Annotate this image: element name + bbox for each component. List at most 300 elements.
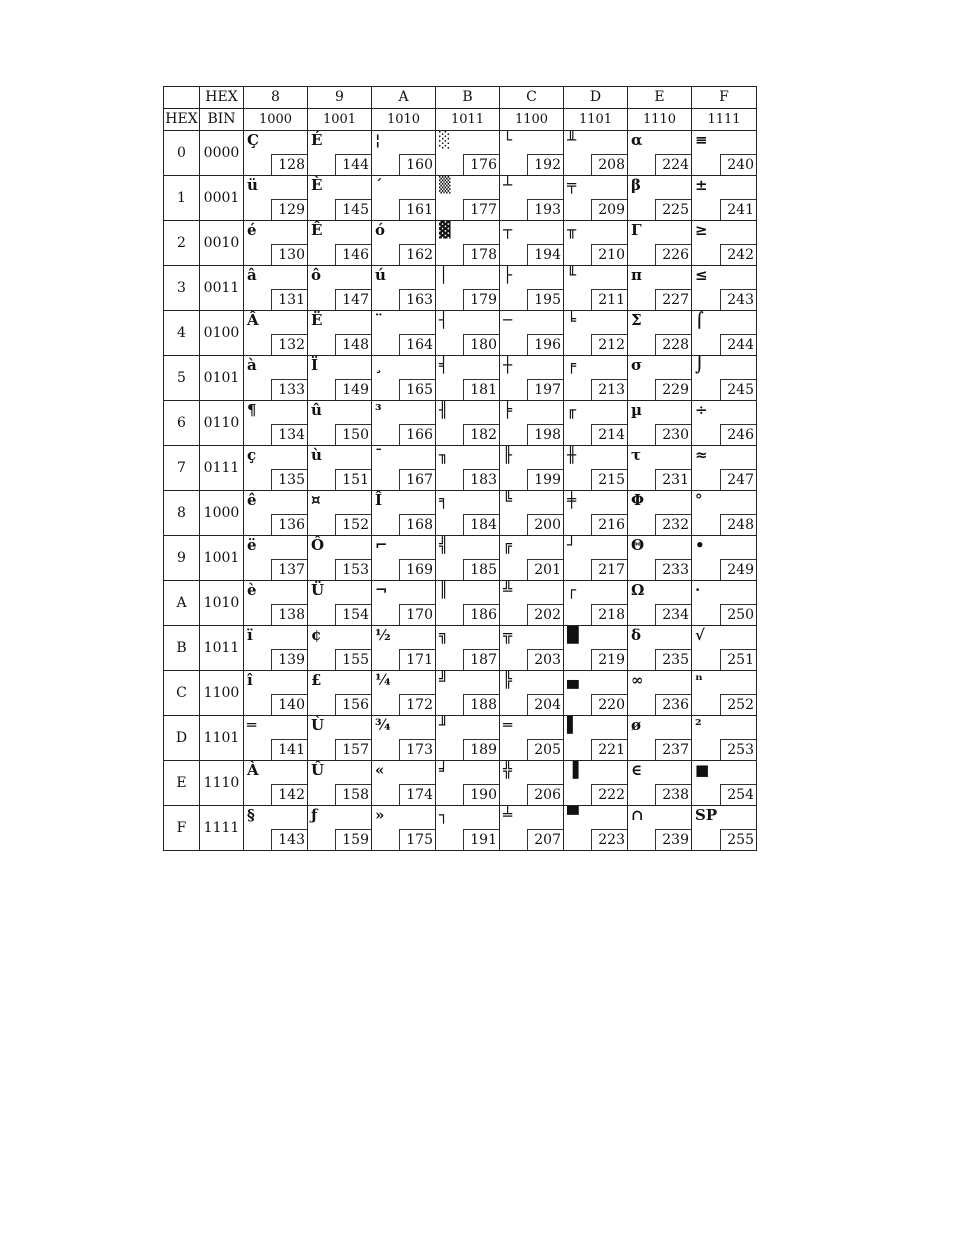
char-cell <box>692 176 757 221</box>
character-glyph: § <box>247 806 255 824</box>
char-cell <box>436 581 500 626</box>
character-glyph: ▓ <box>439 221 451 239</box>
row-bin-label: 0010 <box>200 221 244 266</box>
char-cell <box>692 716 757 761</box>
table-row <box>164 536 757 581</box>
decimal-code: 130 <box>271 244 307 265</box>
character-glyph: ╩ <box>503 581 513 599</box>
char-cell <box>372 761 436 806</box>
character-glyph: ■ <box>695 761 710 779</box>
char-cell <box>244 266 308 311</box>
char-cell <box>308 536 372 581</box>
character-glyph: « <box>375 761 385 779</box>
character-glyph: ┌ <box>567 581 577 599</box>
char-cell <box>628 266 692 311</box>
column-bin-1111: 1111 <box>692 109 757 131</box>
decimal-code: 147 <box>335 289 371 310</box>
char-cell <box>436 356 500 401</box>
char-cell <box>244 446 308 491</box>
character-glyph: β <box>631 176 641 194</box>
character-glyph: Â <box>247 311 259 329</box>
character-glyph: ╡ <box>439 356 449 374</box>
character-glyph: ≤ <box>695 266 708 284</box>
character-glyph: ╟ <box>503 446 513 464</box>
decimal-code: 233 <box>655 559 691 580</box>
char-cell <box>372 176 436 221</box>
character-glyph: é <box>247 221 257 239</box>
row-hex-label: 5 <box>164 356 200 401</box>
char-cell <box>692 761 757 806</box>
character-glyph: ¦ <box>375 131 381 149</box>
row-hex-label: 9 <box>164 536 200 581</box>
char-cell <box>564 401 628 446</box>
char-cell <box>372 446 436 491</box>
char-cell <box>436 266 500 311</box>
decimal-code: 251 <box>720 649 756 670</box>
character-glyph: ╦ <box>503 626 513 644</box>
char-cell <box>244 491 308 536</box>
char-cell <box>628 671 692 716</box>
row-hex-label: 6 <box>164 401 200 446</box>
character-glyph: Θ <box>631 536 645 554</box>
char-cell <box>628 491 692 536</box>
decimal-code: 211 <box>591 289 627 310</box>
hex-label: HEX <box>200 87 244 109</box>
char-cell <box>692 401 757 446</box>
table-row <box>164 716 757 761</box>
row-hex-label: A <box>164 581 200 626</box>
decimal-code: 228 <box>655 334 691 355</box>
decimal-code: 194 <box>527 244 563 265</box>
char-cell <box>692 626 757 671</box>
decimal-code: 190 <box>463 784 499 805</box>
decimal-code: 176 <box>463 154 499 175</box>
table-row <box>164 446 757 491</box>
character-glyph: ∞ <box>631 671 644 689</box>
char-cell <box>500 536 564 581</box>
decimal-code: 133 <box>271 379 307 400</box>
decimal-code: 172 <box>399 694 435 715</box>
decimal-code: 142 <box>271 784 307 805</box>
row-bin-label: 0100 <box>200 311 244 356</box>
char-cell <box>372 536 436 581</box>
char-cell <box>500 356 564 401</box>
decimal-code: 255 <box>720 829 756 850</box>
char-cell <box>500 491 564 536</box>
decimal-code: 166 <box>399 424 435 445</box>
decimal-code: 156 <box>335 694 371 715</box>
char-cell <box>308 716 372 761</box>
char-cell <box>308 491 372 536</box>
table-row <box>164 266 757 311</box>
decimal-code: 149 <box>335 379 371 400</box>
character-glyph: À <box>247 761 259 779</box>
decimal-code: 128 <box>271 154 307 175</box>
char-cell <box>436 176 500 221</box>
character-glyph: ╠ <box>503 671 513 689</box>
row-bin-label: 1101 <box>200 716 244 761</box>
character-glyph: È <box>311 176 323 194</box>
decimal-code: 240 <box>720 154 756 175</box>
decimal-code: 247 <box>720 469 756 490</box>
character-glyph: ╣ <box>439 536 449 554</box>
char-cell <box>244 536 308 581</box>
character-glyph: ┼ <box>503 356 513 374</box>
row-bin-label: 1110 <box>200 761 244 806</box>
char-cell <box>244 356 308 401</box>
decimal-code: 250 <box>720 604 756 625</box>
decimal-code: 182 <box>463 424 499 445</box>
decimal-code: 193 <box>527 199 563 220</box>
character-glyph: ╚ <box>503 491 513 509</box>
char-cell <box>564 761 628 806</box>
character-glyph: ¸ <box>375 356 383 374</box>
row-bin-label: 0011 <box>200 266 244 311</box>
decimal-code: 153 <box>335 559 371 580</box>
row-bin-label: 0101 <box>200 356 244 401</box>
char-cell <box>436 536 500 581</box>
character-glyph: ╜ <box>439 716 449 734</box>
character-glyph: π <box>631 266 642 284</box>
character-glyph: ú <box>375 266 386 284</box>
character-glyph: ≈ <box>695 446 708 464</box>
character-glyph: ¤ <box>311 491 321 509</box>
char-cell <box>692 266 757 311</box>
character-glyph: ╖ <box>439 446 449 464</box>
decimal-code: 223 <box>591 829 627 850</box>
character-glyph: ┴ <box>503 176 513 194</box>
row-hex-label: D <box>164 716 200 761</box>
character-glyph: É <box>311 131 323 149</box>
decimal-code: 177 <box>463 199 499 220</box>
decimal-code: 221 <box>591 739 627 760</box>
char-cell <box>628 626 692 671</box>
character-glyph: δ <box>631 626 642 644</box>
character-glyph: ▐ <box>567 761 579 779</box>
decimal-code: 171 <box>399 649 435 670</box>
decimal-code: 173 <box>399 739 435 760</box>
char-cell <box>500 446 564 491</box>
char-cell <box>308 176 372 221</box>
decimal-code: 198 <box>527 424 563 445</box>
column-hex-E: E <box>628 87 692 109</box>
char-cell <box>692 311 757 356</box>
character-glyph: └ <box>503 131 513 149</box>
column-bin-1011: 1011 <box>436 109 500 131</box>
character-glyph: ï <box>247 626 253 644</box>
bin-label: BIN <box>200 109 244 131</box>
decimal-code: 208 <box>591 154 627 175</box>
character-glyph: ▒ <box>439 176 451 194</box>
decimal-code: 239 <box>655 829 691 850</box>
char-cell <box>308 806 372 851</box>
char-cell <box>436 446 500 491</box>
character-glyph: ╢ <box>439 401 449 419</box>
character-glyph: û <box>311 401 322 419</box>
decimal-code: 222 <box>591 784 627 805</box>
char-cell <box>564 491 628 536</box>
decimal-code: 154 <box>335 604 371 625</box>
char-cell <box>628 311 692 356</box>
row-bin-label: 1111 <box>200 806 244 851</box>
character-glyph: ¼ <box>375 671 391 689</box>
decimal-code: 129 <box>271 199 307 220</box>
char-cell <box>500 131 564 176</box>
character-glyph: à <box>247 356 257 374</box>
char-cell <box>692 536 757 581</box>
decimal-code: 214 <box>591 424 627 445</box>
decimal-code: 150 <box>335 424 371 445</box>
row-hex-label: 0 <box>164 131 200 176</box>
decimal-code: 252 <box>720 694 756 715</box>
row-bin-label: 1001 <box>200 536 244 581</box>
character-glyph: ∈ <box>631 761 643 779</box>
character-glyph: ° <box>695 491 703 509</box>
char-cell <box>372 266 436 311</box>
decimal-code: 205 <box>527 739 563 760</box>
char-cell <box>564 536 628 581</box>
decimal-code: 169 <box>399 559 435 580</box>
char-cell <box>692 356 757 401</box>
char-cell <box>308 671 372 716</box>
decimal-code: 145 <box>335 199 371 220</box>
character-code-table <box>163 86 756 848</box>
row-hex-label: 7 <box>164 446 200 491</box>
char-cell <box>372 581 436 626</box>
character-glyph: Ï <box>311 356 319 374</box>
decimal-code: 161 <box>399 199 435 220</box>
header-row-bin <box>164 109 757 131</box>
character-glyph: ╨ <box>567 131 577 149</box>
character-glyph: ÷ <box>695 401 708 419</box>
decimal-code: 216 <box>591 514 627 535</box>
column-bin-1000: 1000 <box>244 109 308 131</box>
decimal-code: 175 <box>399 829 435 850</box>
char-cell <box>372 356 436 401</box>
decimal-code: 243 <box>720 289 756 310</box>
character-glyph: · <box>695 581 701 599</box>
character-glyph: ▄ <box>567 671 579 689</box>
character-glyph: ▌ <box>567 716 579 734</box>
character-glyph: ╙ <box>567 266 577 284</box>
char-cell <box>564 671 628 716</box>
character-glyph: √ <box>695 626 705 644</box>
char-cell <box>372 401 436 446</box>
character-glyph: ∩ <box>631 806 644 824</box>
character-glyph: Ê <box>311 221 323 239</box>
char-cell <box>372 671 436 716</box>
character-glyph: ü <box>247 176 258 194</box>
char-cell <box>308 356 372 401</box>
decimal-code: 186 <box>463 604 499 625</box>
decimal-code: 191 <box>463 829 499 850</box>
character-glyph: Ω <box>631 581 645 599</box>
character-glyph: • <box>695 536 705 554</box>
char-cell <box>564 581 628 626</box>
character-glyph: £ <box>311 671 322 689</box>
decimal-code: 138 <box>271 604 307 625</box>
decimal-code: 165 <box>399 379 435 400</box>
row-hex-label: B <box>164 626 200 671</box>
character-glyph: ═ <box>247 716 257 734</box>
column-hex-9: 9 <box>308 87 372 109</box>
char-cell <box>308 311 372 356</box>
column-hex-A: A <box>372 87 436 109</box>
character-glyph: ╔ <box>503 536 513 554</box>
column-hex-B: B <box>436 87 500 109</box>
char-cell <box>628 221 692 266</box>
decimal-code: 246 <box>720 424 756 445</box>
decimal-code: 184 <box>463 514 499 535</box>
decimal-code: 210 <box>591 244 627 265</box>
char-cell <box>500 626 564 671</box>
code-grid <box>163 86 757 851</box>
decimal-code: 168 <box>399 514 435 535</box>
decimal-code: 144 <box>335 154 371 175</box>
table-row <box>164 626 757 671</box>
decimal-code: 195 <box>527 289 563 310</box>
character-glyph: ═ <box>503 716 513 734</box>
table-row <box>164 491 757 536</box>
decimal-code: 213 <box>591 379 627 400</box>
character-glyph: ┐ <box>439 806 449 824</box>
character-glyph: ┬ <box>503 221 513 239</box>
char-cell <box>628 446 692 491</box>
character-glyph: ó <box>375 221 386 239</box>
row-bin-label: 0000 <box>200 131 244 176</box>
character-glyph: ╧ <box>503 806 513 824</box>
decimal-code: 242 <box>720 244 756 265</box>
column-bin-1100: 1100 <box>500 109 564 131</box>
char-cell <box>244 131 308 176</box>
char-cell <box>244 581 308 626</box>
decimal-code: 254 <box>720 784 756 805</box>
char-cell <box>564 311 628 356</box>
decimal-code: 158 <box>335 784 371 805</box>
char-cell <box>436 131 500 176</box>
character-glyph: ╪ <box>567 491 577 509</box>
decimal-code: 245 <box>720 379 756 400</box>
character-glyph: Ü <box>311 581 325 599</box>
decimal-code: 152 <box>335 514 371 535</box>
decimal-code: 229 <box>655 379 691 400</box>
char-cell <box>628 536 692 581</box>
char-cell <box>372 806 436 851</box>
decimal-code: 140 <box>271 694 307 715</box>
character-glyph: ╛ <box>439 761 449 779</box>
decimal-code: 157 <box>335 739 371 760</box>
column-bin-1010: 1010 <box>372 109 436 131</box>
character-glyph: ≥ <box>695 221 708 239</box>
character-glyph: ╬ <box>503 761 513 779</box>
character-glyph: ╒ <box>567 356 577 374</box>
column-hex-8: 8 <box>244 87 308 109</box>
character-glyph: â <box>247 266 257 284</box>
decimal-code: 241 <box>720 199 756 220</box>
row-hex-label: 1 <box>164 176 200 221</box>
character-glyph: µ <box>631 401 642 419</box>
character-glyph: Φ <box>631 491 645 509</box>
character-glyph: ║ <box>439 581 449 599</box>
decimal-code: 209 <box>591 199 627 220</box>
column-bin-1001: 1001 <box>308 109 372 131</box>
character-glyph: ø <box>631 716 642 734</box>
decimal-code: 162 <box>399 244 435 265</box>
decimal-code: 244 <box>720 334 756 355</box>
decimal-code: 160 <box>399 154 435 175</box>
char-cell <box>436 671 500 716</box>
character-glyph: ¯ <box>375 446 383 464</box>
char-cell <box>244 806 308 851</box>
char-cell <box>500 401 564 446</box>
row-bin-label: 0110 <box>200 401 244 446</box>
character-glyph: Γ <box>631 221 642 239</box>
character-glyph: ╫ <box>567 446 577 464</box>
char-cell <box>436 311 500 356</box>
column-hex-C: C <box>500 87 564 109</box>
char-cell <box>308 131 372 176</box>
row-bin-label: 1100 <box>200 671 244 716</box>
character-glyph: ╤ <box>567 176 577 194</box>
character-glyph: Î <box>375 491 383 509</box>
char-cell <box>628 806 692 851</box>
table-row <box>164 176 757 221</box>
decimal-code: 181 <box>463 379 499 400</box>
char-cell <box>500 581 564 626</box>
column-bin-1110: 1110 <box>628 109 692 131</box>
column-hex-F: F <box>692 87 757 109</box>
character-glyph: Σ <box>631 311 642 329</box>
decimal-code: 197 <box>527 379 563 400</box>
char-cell <box>628 716 692 761</box>
row-hex-label: 2 <box>164 221 200 266</box>
char-cell <box>692 581 757 626</box>
decimal-code: 163 <box>399 289 435 310</box>
character-glyph: ´ <box>375 176 383 194</box>
character-glyph: ≡ <box>695 131 708 149</box>
decimal-code: 203 <box>527 649 563 670</box>
char-cell <box>244 671 308 716</box>
character-glyph: ¢ <box>311 626 322 644</box>
char-cell <box>372 131 436 176</box>
character-glyph: ⌡ <box>695 356 704 374</box>
character-glyph: ⁿ <box>695 671 703 689</box>
character-glyph: Û <box>311 761 325 779</box>
decimal-code: 164 <box>399 334 435 355</box>
char-cell <box>244 761 308 806</box>
decimal-code: 237 <box>655 739 691 760</box>
row-hex-label: 4 <box>164 311 200 356</box>
decimal-code: 219 <box>591 649 627 670</box>
decimal-code: 188 <box>463 694 499 715</box>
decimal-code: 135 <box>271 469 307 490</box>
char-cell <box>308 266 372 311</box>
row-hex-label: 8 <box>164 491 200 536</box>
decimal-code: 155 <box>335 649 371 670</box>
decimal-code: 170 <box>399 604 435 625</box>
character-glyph: ƒ <box>311 806 318 824</box>
decimal-code: 179 <box>463 289 499 310</box>
character-glyph: ¬ <box>375 581 388 599</box>
character-glyph: ─ <box>503 311 513 329</box>
char-cell <box>308 626 372 671</box>
character-glyph: ╘ <box>567 311 577 329</box>
char-cell <box>692 131 757 176</box>
decimal-code: 204 <box>527 694 563 715</box>
decimal-code: 227 <box>655 289 691 310</box>
char-cell <box>692 806 757 851</box>
char-cell <box>244 221 308 266</box>
